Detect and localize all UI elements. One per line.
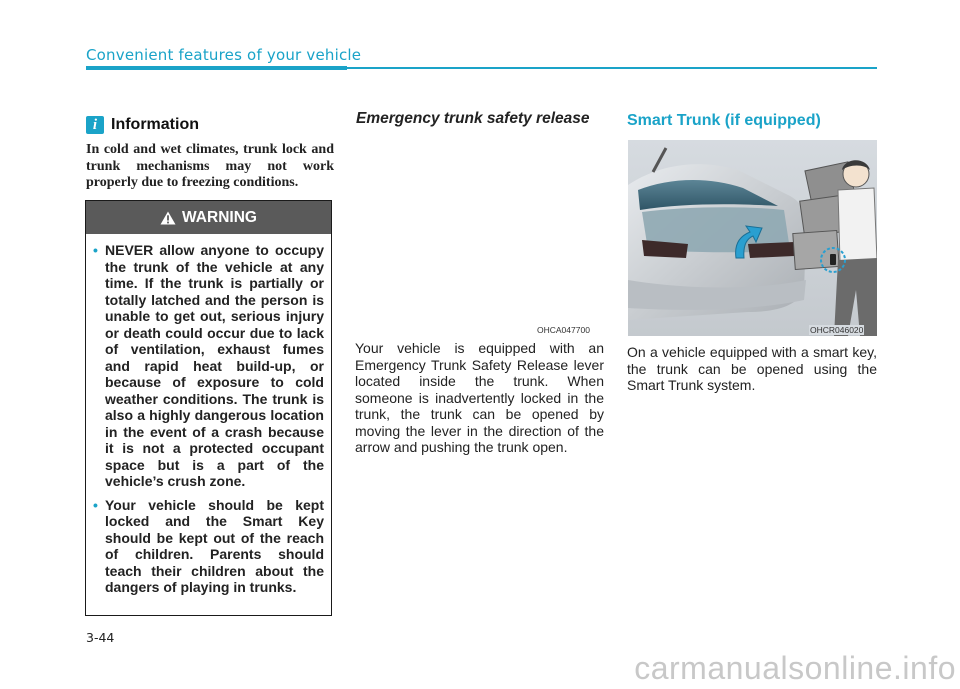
watermark: carmanualsonline.info bbox=[634, 650, 956, 686]
info-icon: i bbox=[86, 116, 104, 134]
warning-item-text: NEVER allow anyone to occupy the trunk of the vehicle at any time. If the trunk is partially or totally latched and the person is unable to get out, serious injury or death could occur due to lack of ventilation, exhaust fumes and rapid heat build-up, or because of exposure to cold weather conditions. The trunk is also a highly dangerous location in the event of a crash because it is not a protected occupant space but is a part of the vehicle’s crush zone. bbox=[105, 242, 324, 489]
smart-trunk-text: On a vehicle equipped with a smart key, the trunk can be opened using the Smart Trunk system. bbox=[627, 344, 877, 393]
warning-title: WARNING bbox=[182, 208, 257, 226]
page-number: 3-44 bbox=[86, 630, 115, 645]
warning-box bbox=[85, 200, 332, 616]
information-text: In cold and wet climates, trunk lock and trunk mechanisms may not work properly due to freezing conditions. bbox=[86, 142, 334, 190]
warning-item-text: Your vehicle should be kept locked and the Smart Key should be kept out of the reach of children. Parents should teach their children about the dangers of playing in trunks. bbox=[105, 496, 324, 595]
information-title: Information bbox=[111, 116, 199, 133]
image-code-emergency: OHCA047700 bbox=[537, 325, 590, 335]
warning-triangle-icon bbox=[160, 211, 176, 225]
bullet: • bbox=[93, 242, 98, 258]
warning-item bbox=[93, 497, 324, 596]
warning-list bbox=[93, 242, 324, 603]
bullet: • bbox=[93, 496, 98, 513]
information-heading bbox=[86, 116, 199, 134]
image-code-smart-trunk: OHCR046020 bbox=[810, 325, 864, 335]
emergency-release-title: Emergency trunk safety release bbox=[356, 110, 590, 127]
smart-trunk-drawing bbox=[628, 140, 877, 336]
smart-trunk-illustration bbox=[628, 140, 877, 336]
emergency-release-text: Your vehicle is equipped with an Emergency Trunk Safety Release lever located inside the trunk. When someone is inadvertently locked in the trunk, the trunk can be opened by moving the lever in the direction of the arrow and pushing the trunk open. bbox=[355, 340, 604, 455]
header-rule-accent bbox=[86, 66, 347, 70]
section-header-title: Convenient features of your vehicle bbox=[86, 46, 362, 64]
header-rule bbox=[347, 67, 877, 69]
smart-trunk-title: Smart Trunk (if equipped) bbox=[627, 112, 821, 129]
warning-item bbox=[93, 242, 324, 490]
warning-header bbox=[86, 201, 331, 234]
